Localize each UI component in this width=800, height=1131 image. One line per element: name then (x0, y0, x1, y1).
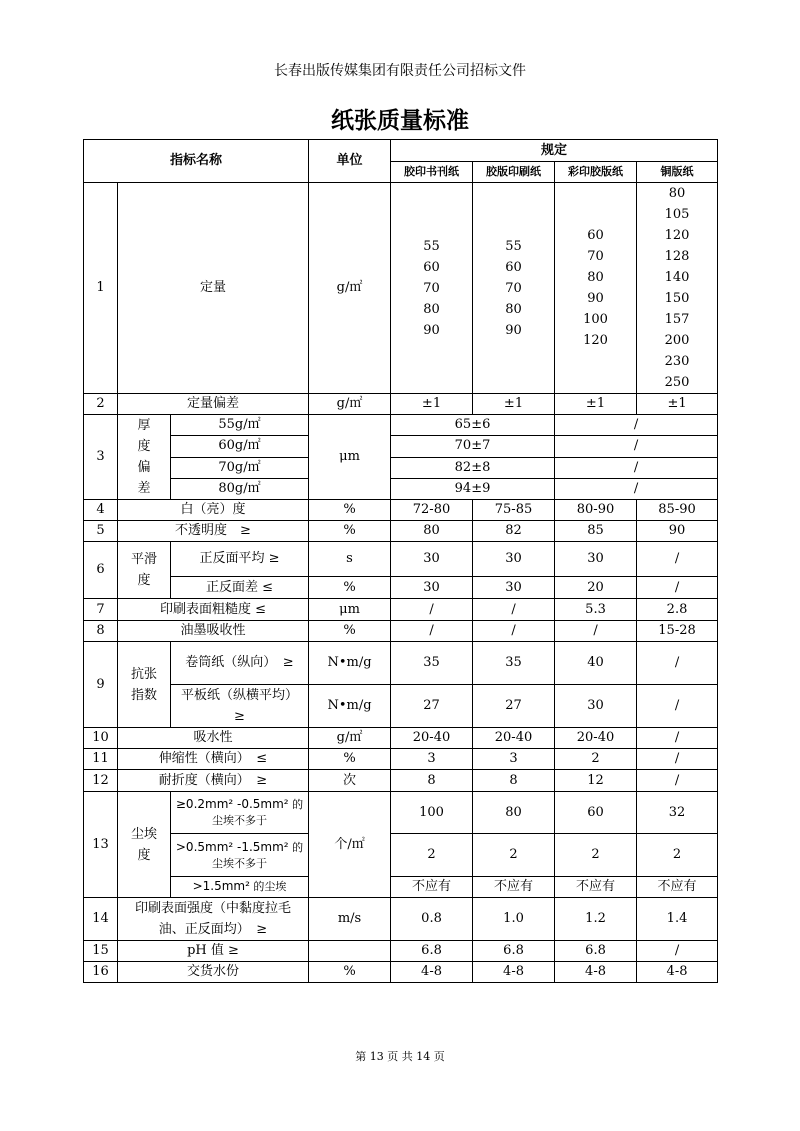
header-type: 铜版纸 (637, 162, 718, 183)
table-row (84, 728, 718, 749)
row-name: 定量偏差 (118, 394, 309, 415)
header-indicator: 指标名称 (84, 140, 309, 183)
value: 6.8 (555, 941, 637, 962)
value: / (555, 415, 718, 436)
table-row (84, 898, 718, 941)
value: 2 (473, 834, 555, 877)
value: 27 (473, 685, 555, 728)
row-group: 抗张 指数 (118, 642, 171, 728)
row-name: 白（亮）度 (118, 500, 309, 521)
value: ±1 (637, 394, 718, 415)
value: 2 (637, 834, 718, 877)
value: 20-40 (555, 728, 637, 749)
value: 55 (505, 238, 522, 254)
table-row (84, 599, 718, 621)
value: 80 (391, 521, 473, 542)
value: ±1 (473, 394, 555, 415)
row-unit: N•m/g (309, 642, 391, 685)
row-unit: g/㎡ (309, 183, 391, 394)
header-type: 胶印书刊纸 (391, 162, 473, 183)
value: 250 (664, 375, 690, 390)
value: 90 (505, 322, 522, 338)
value: 150 (664, 291, 690, 306)
value: 6.8 (391, 941, 473, 962)
value: / (555, 621, 637, 642)
table-row (84, 749, 718, 770)
value: / (637, 542, 718, 577)
value: 20 (555, 577, 637, 599)
value: 82±8 (391, 457, 555, 478)
value: 30 (391, 542, 473, 577)
value: ±1 (555, 394, 637, 415)
sub-name: 55g/㎡ (171, 415, 309, 436)
value: 30 (391, 577, 473, 599)
header-type: 胶版印刷纸 (473, 162, 555, 183)
table-row (84, 415, 718, 436)
value: 2.8 (637, 599, 718, 621)
value: 80 (587, 270, 604, 285)
value: 157 (664, 312, 690, 327)
value: 128 (664, 249, 690, 264)
row-name: 伸缩性（横向） ≤ (118, 749, 309, 770)
value: 不应有 (555, 877, 637, 898)
value: 0.8 (391, 898, 473, 941)
row-name: 油墨吸收性 (118, 621, 309, 642)
row-number: 16 (84, 962, 118, 983)
value: 55 (423, 238, 440, 254)
table-row (84, 642, 718, 685)
value: / (637, 642, 718, 685)
table-row (84, 941, 718, 962)
value: 80 (423, 301, 440, 317)
sub-name: 70g/㎡ (171, 457, 309, 478)
value: 20-40 (391, 728, 473, 749)
value: / (555, 457, 718, 478)
value: 80-90 (555, 500, 637, 521)
row-unit: μm (309, 415, 391, 500)
page-title: 纸张质量标准 (331, 108, 469, 134)
table-row (84, 792, 718, 834)
value: 82 (473, 521, 555, 542)
value: 120 (583, 333, 608, 348)
value: 75-85 (473, 500, 555, 521)
sub-name: >1.5mm² 的尘埃 (171, 877, 309, 898)
header-type: 彩印胶版纸 (555, 162, 637, 183)
row-number: 1 (84, 183, 118, 394)
row-group: 平滑 度 (118, 542, 171, 599)
value-list (391, 183, 473, 394)
value: 80 (668, 186, 686, 201)
row-unit (309, 941, 391, 962)
row-unit: N•m/g (309, 685, 391, 728)
table-row (84, 621, 718, 642)
table-row (84, 962, 718, 983)
value: / (473, 599, 555, 621)
row-group: 厚 度 偏 差 (118, 415, 171, 500)
row-unit: % (309, 577, 391, 599)
row-unit: m/s (309, 898, 391, 941)
row-unit: % (309, 621, 391, 642)
row-number: 6 (84, 542, 118, 599)
row-unit: 个/㎡ (309, 792, 391, 898)
value: 80 (505, 301, 522, 317)
table-row (84, 394, 718, 415)
header-unit: 单位 (309, 140, 391, 183)
value: 3 (391, 749, 473, 770)
value: 72-80 (391, 500, 473, 521)
row-name: 交货水份 (118, 962, 309, 983)
value: 60 (505, 259, 522, 275)
row-name: 定量 (118, 183, 309, 394)
value: 70 (587, 249, 604, 264)
row-number: 2 (84, 394, 118, 415)
row-number: 11 (84, 749, 118, 770)
sub-name: 60g/㎡ (171, 436, 309, 457)
value: 1.4 (637, 898, 718, 941)
value: 30 (555, 685, 637, 728)
value: 4-8 (473, 962, 555, 983)
table-row (84, 877, 718, 898)
value: 30 (473, 542, 555, 577)
table-row (84, 436, 718, 457)
value: 90 (587, 291, 604, 306)
value: 2 (555, 834, 637, 877)
table-row (84, 834, 718, 877)
value: 2 (391, 834, 473, 877)
value: / (391, 621, 473, 642)
value: 35 (473, 642, 555, 685)
value: / (637, 941, 718, 962)
value: 12 (555, 770, 637, 792)
value: 90 (423, 322, 440, 338)
row-unit: % (309, 521, 391, 542)
value: 70±7 (391, 436, 555, 457)
value: 94±9 (391, 478, 555, 499)
value: 8 (391, 770, 473, 792)
value: 80 (473, 792, 555, 834)
value: 8 (473, 770, 555, 792)
value: 1.0 (473, 898, 555, 941)
row-number: 10 (84, 728, 118, 749)
table-row (84, 521, 718, 542)
row-unit: 次 (309, 770, 391, 792)
row-number: 3 (84, 415, 118, 500)
table-row (84, 685, 718, 728)
row-number: 7 (84, 599, 118, 621)
header-spec: 规定 (391, 140, 718, 162)
value-list (637, 183, 718, 394)
row-name: 印刷表面粗糙度 ≤ (118, 599, 309, 621)
value: 60 (587, 228, 604, 243)
row-unit: s (309, 542, 391, 577)
value: / (391, 599, 473, 621)
value: 60 (555, 792, 637, 834)
value: 30 (473, 577, 555, 599)
sub-name: ≥0.2mm² -0.5mm² 的 尘埃不多于 (171, 792, 309, 834)
paper-quality-table (83, 139, 718, 983)
row-number: 14 (84, 898, 118, 941)
sub-name: 正反面差 ≤ (171, 577, 309, 599)
value: 15-28 (637, 621, 718, 642)
document-header: 长春出版传媒集团有限责任公司招标文件 (274, 63, 526, 79)
row-number: 12 (84, 770, 118, 792)
value: 6.8 (473, 941, 555, 962)
table-row (84, 577, 718, 599)
value: 105 (664, 207, 690, 222)
row-number: 13 (84, 792, 118, 898)
value: 32 (637, 792, 718, 834)
value: / (637, 685, 718, 728)
table-row (84, 770, 718, 792)
value-list (473, 183, 555, 394)
row-number: 9 (84, 642, 118, 728)
value: / (473, 621, 555, 642)
row-unit: % (309, 749, 391, 770)
value: / (637, 577, 718, 599)
value: 不应有 (391, 877, 473, 898)
table-row (84, 183, 718, 394)
value: 4-8 (555, 962, 637, 983)
sub-name: 正反面平均 ≥ (171, 542, 309, 577)
row-unit: % (309, 500, 391, 521)
value: 100 (391, 792, 473, 834)
value: 20-40 (473, 728, 555, 749)
value: 4-8 (391, 962, 473, 983)
value: 65±6 (391, 415, 555, 436)
value: 70 (423, 280, 440, 296)
row-name: 吸水性 (118, 728, 309, 749)
value: 27 (391, 685, 473, 728)
value: / (637, 749, 718, 770)
value: 85 (555, 521, 637, 542)
value: 2 (555, 749, 637, 770)
sub-name: 平板纸（纵横平均） ≥ (171, 685, 309, 728)
row-unit: % (309, 962, 391, 983)
value: 70 (505, 280, 522, 296)
sub-name: 80g/㎡ (171, 478, 309, 499)
value: / (637, 728, 718, 749)
sub-name: >0.5mm² -1.5mm² 的 尘埃不多于 (171, 834, 309, 877)
value: 90 (637, 521, 718, 542)
row-number: 4 (84, 500, 118, 521)
row-number: 15 (84, 941, 118, 962)
value: 60 (423, 259, 440, 275)
value: ±1 (391, 394, 473, 415)
row-unit: g/㎡ (309, 394, 391, 415)
row-unit: g/㎡ (309, 728, 391, 749)
value-list (555, 183, 637, 394)
row-name: pH 值 ≥ (118, 941, 309, 962)
value: 不应有 (637, 877, 718, 898)
value: 35 (391, 642, 473, 685)
value: 140 (664, 270, 690, 285)
value: 4-8 (637, 962, 718, 983)
sub-name: 卷筒纸（纵向） ≥ (171, 642, 309, 685)
value: 200 (664, 333, 690, 348)
row-name: 不透明度 ≥ (118, 521, 309, 542)
value: 30 (555, 542, 637, 577)
value: / (637, 770, 718, 792)
page-footer: 第 13 页 共 14 页 (355, 1050, 445, 1063)
table-row (84, 478, 718, 499)
row-group: 尘埃 度 (118, 792, 171, 898)
table-row (84, 457, 718, 478)
row-unit: μm (309, 599, 391, 621)
value: 40 (555, 642, 637, 685)
row-number: 5 (84, 521, 118, 542)
value: 230 (664, 354, 690, 369)
value: / (555, 436, 718, 457)
table-row (84, 500, 718, 521)
row-name: 耐折度（横向） ≥ (118, 770, 309, 792)
table-row (84, 542, 718, 577)
value: 120 (664, 228, 690, 243)
row-name: 印刷表面强度（中黏度拉毛 油、正反面均） ≥ (118, 898, 309, 941)
row-number: 8 (84, 621, 118, 642)
value: 85-90 (637, 500, 718, 521)
value: 100 (583, 312, 608, 327)
value: 3 (473, 749, 555, 770)
value: 1.2 (555, 898, 637, 941)
value: / (555, 478, 718, 499)
value: 不应有 (473, 877, 555, 898)
value: 5.3 (555, 599, 637, 621)
